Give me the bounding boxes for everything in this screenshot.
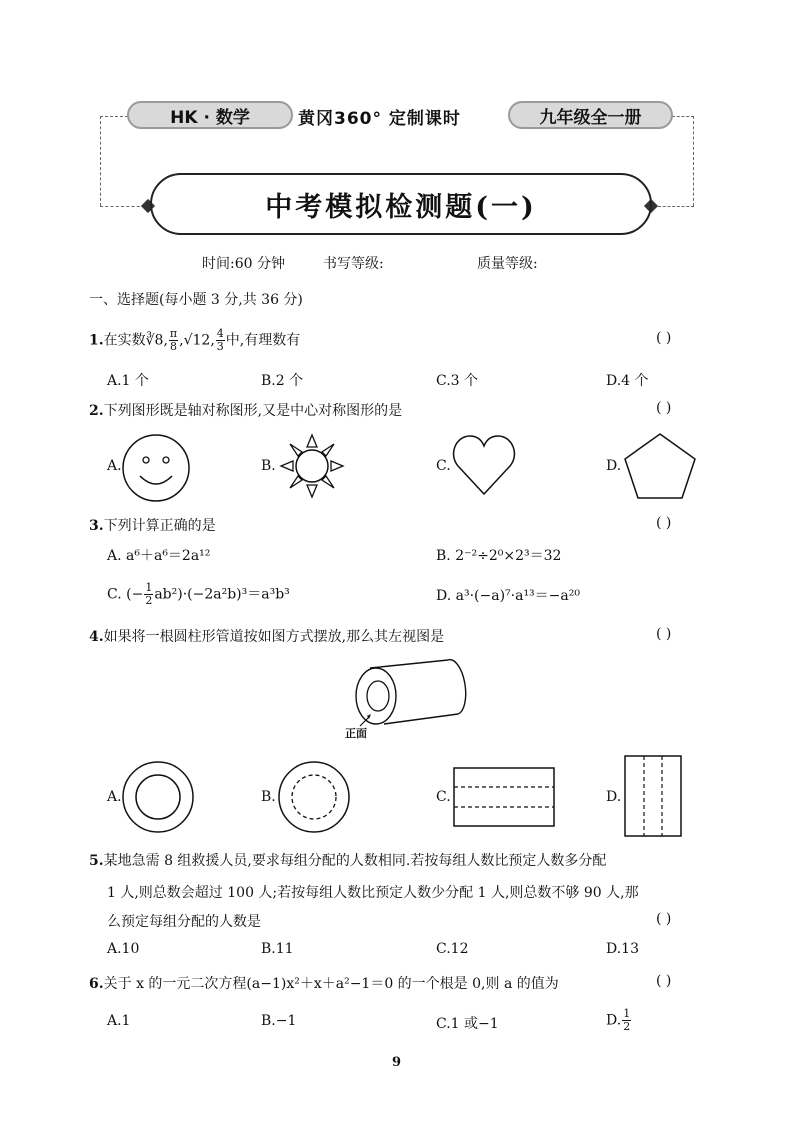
q1-sep: , — [179, 332, 184, 349]
q1-sep: , — [163, 332, 168, 349]
q3-c-rest: ab²)·(−2a²b)³＝a³b³ — [154, 586, 290, 603]
q6-d-label: D. — [606, 1012, 622, 1029]
front-view-label: 正面 — [345, 727, 367, 740]
dashed-inner-circle-icon — [276, 759, 352, 835]
q3-option-a[interactable]: A. a⁶＋a⁶＝2a¹² — [107, 548, 211, 564]
q3-c-frac — [144, 582, 153, 607]
q1-option-a[interactable]: A.1 个 — [107, 373, 149, 389]
quality-grade: 质量等级: — [477, 256, 538, 272]
question-3-text: 下列计算正确的是 — [103, 518, 216, 534]
question-2-text: 下列图形既是轴对称图形,又是中心对称图形的是 — [103, 403, 403, 419]
question-6-number: 6. — [89, 976, 104, 992]
q1-option-c[interactable]: C.3 个 — [436, 373, 479, 389]
q1-sqrt12: √12 — [183, 332, 211, 349]
q2-option-d-label[interactable]: D. — [606, 458, 622, 474]
pentagon-icon — [622, 432, 698, 500]
header-dash-right-bottom — [658, 206, 694, 207]
q3-option-d[interactable]: D. a³·(−a)⁷·a¹³＝−a²⁰ — [436, 588, 580, 604]
question-1-number: 1. — [89, 332, 104, 349]
q6-d-den: 2 — [623, 1020, 631, 1033]
page-number: 9 — [392, 1055, 402, 1070]
question-4-number: 4. — [89, 629, 104, 645]
exam-time: 时间:60 分钟 — [202, 256, 285, 272]
subject-pill: HK · 数学 — [127, 101, 293, 129]
header-dash-right-vertical — [693, 116, 694, 206]
answer-bracket-1[interactable]: ( ) — [656, 330, 672, 346]
q1-frac-pi-8 — [169, 328, 178, 353]
question-2-number: 2. — [89, 403, 104, 419]
q4-option-b-label[interactable]: B. — [261, 789, 276, 805]
question-6 — [89, 973, 559, 993]
horizontal-rectangle-icon — [453, 767, 555, 827]
sun-icon — [276, 430, 348, 502]
q1-option-b[interactable]: B.2 个 — [261, 373, 304, 389]
q5-option-b[interactable]: B.11 — [261, 941, 294, 957]
q6-option-c[interactable]: C.1 或−1 — [436, 1016, 499, 1032]
q3-option-b[interactable]: B. 2⁻²÷2⁰×2³＝32 — [436, 548, 562, 564]
q1-sep: , — [210, 332, 215, 349]
header-dash-left-bottom — [100, 206, 145, 207]
q4-option-d-label[interactable]: D. — [606, 789, 622, 805]
question-4-text: 如果将一根圆柱形管道按如图方式摆放,那么其左视图是 — [103, 629, 445, 645]
grade-pill: 九年级全一册 — [508, 101, 673, 129]
q3-c-num: 1 — [145, 581, 153, 594]
q1-suffix: 中,有理数有 — [225, 332, 301, 349]
question-3-number: 3. — [89, 518, 104, 534]
q3-c-prefix: C. (− — [107, 586, 144, 603]
q1-den8: 8 — [170, 340, 178, 353]
series-title: 黄冈360° 定制课时 — [298, 109, 461, 129]
q6-option-b[interactable]: B.−1 — [261, 1013, 297, 1029]
q1-option-d[interactable]: D.4 个 — [606, 373, 649, 389]
q6-option-a[interactable]: A.1 — [107, 1013, 131, 1029]
answer-bracket-2[interactable]: ( ) — [656, 400, 672, 416]
answer-bracket-4[interactable]: ( ) — [656, 626, 672, 642]
answer-bracket-3[interactable]: ( ) — [656, 515, 672, 531]
question-1 — [89, 328, 300, 353]
question-3 — [89, 515, 216, 535]
section-heading: 一、选择题(每小题 3 分,共 36 分) — [89, 292, 303, 308]
page-title: 中考模拟检测题(一) — [150, 173, 652, 235]
question-2 — [89, 400, 402, 420]
question-5-number: 5. — [89, 853, 104, 869]
header-dash-left-vertical — [100, 116, 101, 206]
q6-d-num: 1 — [623, 1007, 631, 1020]
q1-prefix: 在实数 — [103, 332, 146, 349]
q2-option-a-label[interactable]: A. — [107, 458, 122, 474]
header-dash-left-top — [100, 116, 128, 117]
concentric-circles-icon — [120, 759, 196, 835]
heart-icon — [452, 432, 516, 496]
question-5-line-3: 么预定每组分配的人数是 — [107, 914, 261, 930]
q2-option-c-label[interactable]: C. — [436, 458, 451, 474]
q5-option-a[interactable]: A.10 — [107, 941, 140, 957]
q5-option-d[interactable]: D.13 — [606, 941, 639, 957]
answer-bracket-5[interactable]: ( ) — [656, 911, 672, 927]
q1-pi: π — [169, 327, 178, 340]
question-4 — [89, 626, 444, 646]
q5-option-c[interactable]: C.12 — [436, 941, 469, 957]
q6-option-d[interactable] — [606, 1008, 632, 1033]
question-5-text-1: 某地急需 8 组救援人员,要求每组分配的人数相同.若按每组人数比预定人数多分配 — [103, 853, 607, 869]
q4-option-a-label[interactable]: A. — [107, 789, 122, 805]
question-5-line-2: 1 人,则总数会超过 100 人;若按每组人数比预定人数少分配 1 人,则总数不够 90 人,那 — [107, 885, 639, 901]
q2-option-b-label[interactable]: B. — [261, 458, 276, 474]
header-dash-right-top — [672, 116, 694, 117]
q1-num4: 4 — [216, 327, 224, 340]
q3-c-den: 2 — [145, 594, 153, 607]
q1-cbrt8: ∛8 — [145, 332, 164, 349]
q1-frac-4-3 — [216, 328, 225, 353]
answer-bracket-6[interactable]: ( ) — [656, 973, 672, 989]
question-6-text: 关于 x 的一元二次方程(a−1)x²＋x＋a²−1＝0 的一个根是 0,则 a 的值为 — [103, 976, 559, 992]
writing-grade: 书写等级: — [323, 256, 384, 272]
q1-den3: 3 — [216, 340, 224, 353]
q4-option-c-label[interactable]: C. — [436, 789, 451, 805]
q3-option-c[interactable] — [107, 582, 290, 607]
smiley-face-icon — [120, 432, 192, 504]
vertical-rectangle-icon — [624, 755, 682, 837]
q6-d-frac — [622, 1008, 631, 1033]
question-5-line-1 — [89, 850, 606, 870]
